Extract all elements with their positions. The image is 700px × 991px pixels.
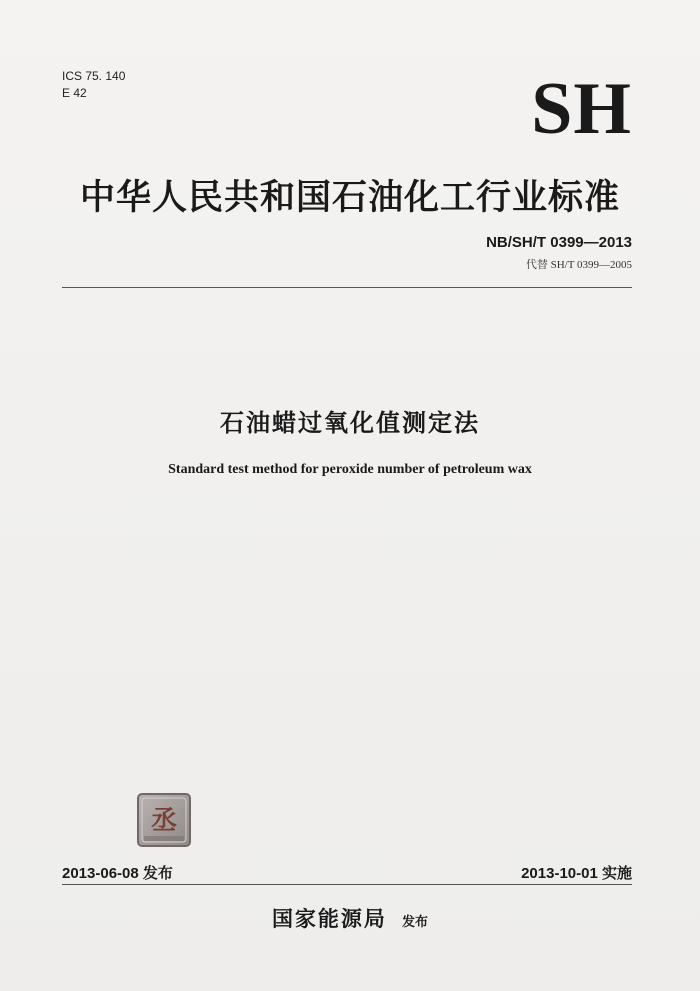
svg-text:丞: 丞 (150, 806, 178, 836)
publish-verb: 发布 (402, 915, 429, 930)
standard-type-title: 中华人民共和国石油化工行业标准 (79, 178, 620, 218)
ics-code: ICS 75. 140 (62, 69, 126, 83)
publisher-seal-icon (136, 792, 192, 848)
issue-date: 2013-06-08 发布 (62, 865, 173, 882)
top-divider (62, 287, 632, 288)
bottom-divider (62, 884, 632, 885)
seal-graphic (136, 792, 192, 848)
category-mark: SH (531, 68, 632, 150)
replaces-standard: 代替 SH/T 0399—2005 (525, 259, 632, 271)
publisher-line (0, 903, 700, 933)
document-title-cn: 石油蜡过氧化值测定法 (220, 409, 480, 437)
standard-number: NB/SH/T 0399—2013 (486, 234, 632, 251)
classification-codes (62, 68, 125, 102)
implementation-date: 2013-10-01 实施 (521, 865, 632, 882)
publisher-name: 国家能源局 (271, 907, 387, 931)
document-title-en: Standard test method for peroxide number of petroleum wax (168, 462, 532, 477)
ccs-code: E 42 (62, 86, 87, 100)
